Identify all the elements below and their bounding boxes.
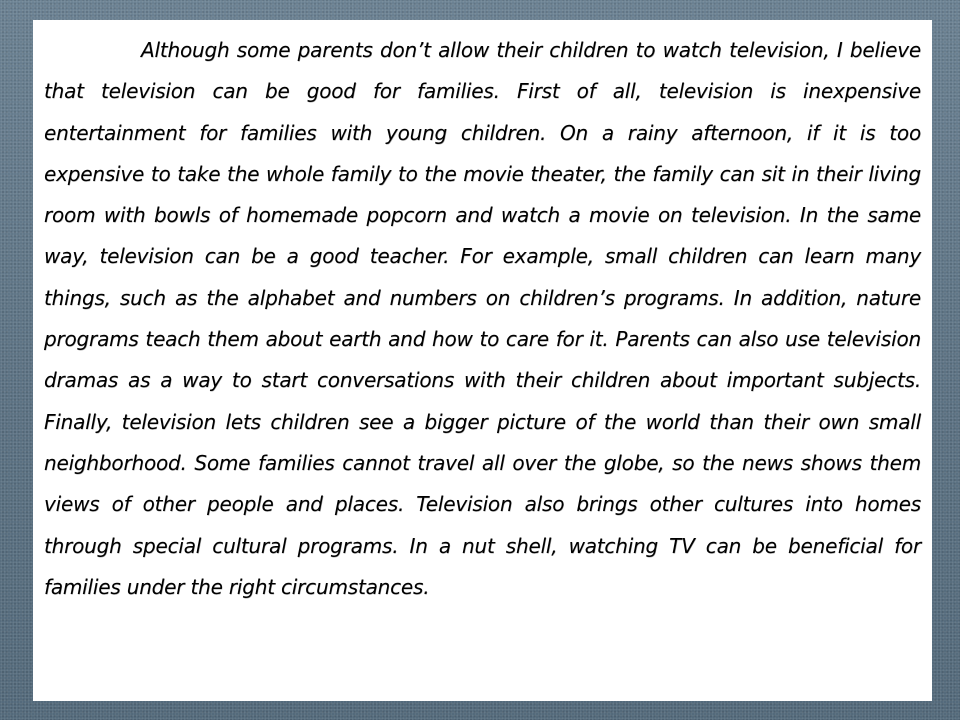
slide-text-card: [33, 20, 932, 701]
body-paragraph: Although some parents don’t allow their children to watch television, I believe that television can be good for families. First of all, television is inexpensive entertainment for families with young children. On a rainy afternoon, if it is too expensive to take the whole family to the movie theater, the family can sit in their living room with bowls of homemade popcorn and watch a movie on television. In the same way, television can be a good teacher. For example, small children can learn many things, such as the alphabet and numbers on children’s programs. In addition, nature programs teach them about earth and how to care for it. Parents can also use television dramas as a way to start conversations with their children about important subjects. Finally, television lets children see a bigger picture of the world than their own small neighborhood. Some families cannot travel all over the globe, so the news shows them views of other people and places. Television also brings other cultures into homes through special cultural programs. In a nut shell, watching TV can be beneficial for families under the right circumstances.: [44, 38, 921, 599]
